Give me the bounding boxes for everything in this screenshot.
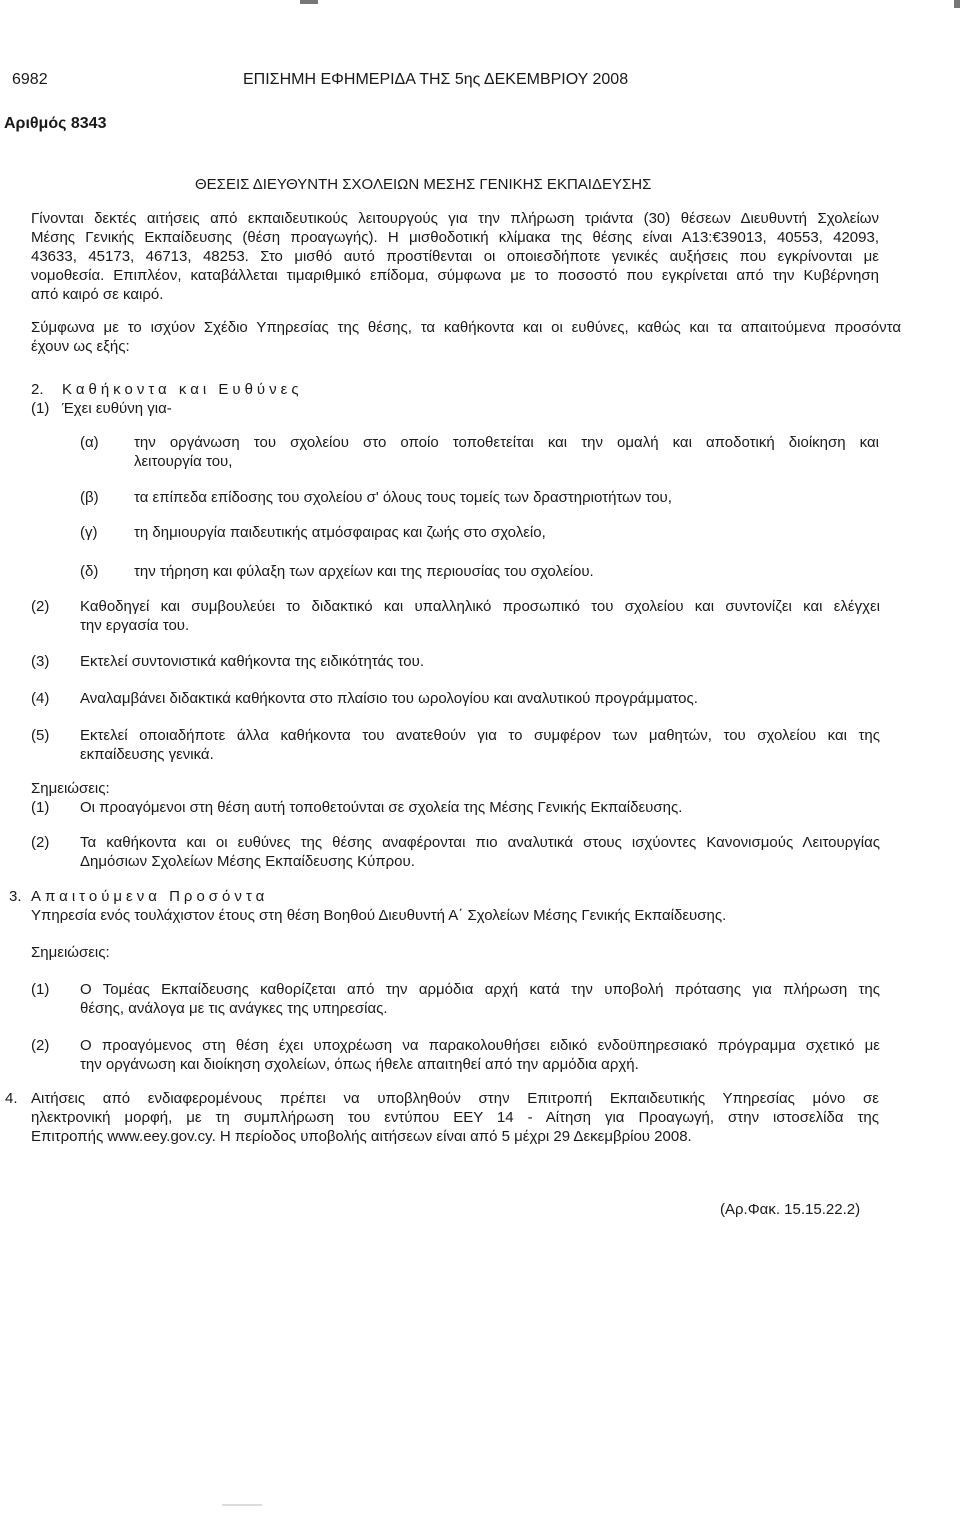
s2-note-2-number: (2) <box>31 834 50 851</box>
s2-note-2-line-2: Δημόσιων Σχολείων Μέσης Εκπαίδευσης Κύπρου. <box>80 853 415 870</box>
scan-artifact-bottom <box>222 1504 262 1506</box>
subitem-d-text: την τήρηση και φύλαξη των αρχείων και της περιουσίας του σχολείου. <box>134 563 594 580</box>
intro-paragraph <box>31 209 879 304</box>
s3-note-2-text <box>80 1036 880 1074</box>
subitem-a-line-1: την οργάνωση του σχολείου στο οποίο τοποθετείται και την ομαλή και αποδοτική διοίκηση και <box>134 434 879 451</box>
s3-note-2-number: (2) <box>31 1037 50 1054</box>
subitem-c-label: (γ) <box>80 524 98 541</box>
file-reference: (Αρ.Φακ. 15.15.22.2) <box>720 1201 861 1218</box>
section-4-line-1: Αιτήσεις από ενδιαφερομένους πρέπει να υποβληθούν στην Επιτροπή Εκπαιδευτικής Υπηρεσίας μόνο σε <box>31 1090 879 1107</box>
scan-mark-top-left <box>300 0 318 4</box>
subitem-a-label: (α) <box>80 434 99 451</box>
subitem-b-label: (β) <box>80 489 99 506</box>
notice-heading: ΘΕΣΕΙΣ ΔΙΕΥΘΥΝΤΗ ΣΧΟΛΕΙΩΝ ΜΕΣΗΣ ΓΕΝΙΚΗΣ ΕΚΠΑΙΔΕΥΣΗΣ <box>195 176 652 193</box>
s2-note-2-line-1: Τα καθήκοντα και οι ευθύνες της θέσης αναφέρονται πιο αναλυτικά στους ισχύοντες Κανονισμούς Λειτουργίας <box>80 834 880 851</box>
item-5-line-1: Εκτελεί οποιαδήποτε άλλα καθήκοντα του ανατεθούν για το συμφέρον των μαθητών, του σχολείου και της <box>80 727 880 744</box>
s3-note-1-number: (1) <box>31 981 50 998</box>
intro-paragraph-2 <box>31 318 901 356</box>
item-2-line-1: Καθοδηγεί και συμβουλεύει το διδακτικό και υπαλληλικό προσωπικό του σχολείου και συντονίζει και ελέγχει <box>80 598 880 615</box>
section-4-line-2: ηλεκτρονική μορφή, με τη συμπλήρωση του εντύπου ΕΕΥ 14 - Αίτηση για Προαγωγή, στην ιστοσελίδα της <box>31 1109 879 1126</box>
s3-note-2-line-1: Ο προαγόμενος στη θέση έχει υποχρέωση να παρακολουθήσει ειδικό ενδοϋπηρεσιακό πρόγραμμα σχετικό με <box>80 1037 880 1054</box>
section-4-text <box>31 1089 879 1146</box>
section-2-number: 2. <box>31 381 44 398</box>
intro-line-5: από καιρό σε καιρό. <box>31 286 164 303</box>
item-2-text <box>80 597 880 635</box>
intro-line-2: Μέσης Γενικής Εκπαίδευσης (θέση προαγωγής). Η μισθοδοτική κλίμακα της θέσης είναι Α13:€39013, 40553, 42093, <box>31 229 879 246</box>
section-4-number: 4. <box>5 1090 18 1107</box>
section-3-notes-title: Σημειώσεις: <box>31 944 110 961</box>
s2-note-1-number: (1) <box>31 799 50 816</box>
subitem-a-line-2: λειτουργία του, <box>134 453 233 470</box>
subitem-a-text <box>134 433 879 471</box>
notice-number: Αριθμός 8343 <box>4 115 107 132</box>
intro-line-1: Γίνονται δεκτές αιτήσεις από εκπαιδευτικούς λειτουργούς για την πλήρωση τριάντα (30) θέσεων Διευθυντή Σχολείων <box>31 210 879 227</box>
s3-note-1-line-1: Ο Τομέας Εκπαίδευσης καθορίζεται από την αρμόδια αρχή κατά την υποβολή πρότασης για πλήρωση της <box>80 981 880 998</box>
section-3-number: 3. <box>9 888 22 905</box>
item-3-text: Εκτελεί συντονιστικά καθήκοντα της ειδικότητάς του. <box>80 653 424 670</box>
s3-note-2-line-2: την οργάνωση και διοίκηση σχολείων, όπως ήθελε απαιτηθεί από την αρμόδια αρχή. <box>80 1056 639 1073</box>
item-5-line-2: εκπαίδευσης γενικά. <box>80 746 214 763</box>
intro-line-3: 43633, 45173, 46713, 48253. Στο μισθό αυτό προστίθενται οι οποιεσδήποτε γενικές αυξήσεις που εγκρίνονται με <box>31 248 879 265</box>
intro2-line-2: έχουν ως εξής: <box>31 338 130 355</box>
section-4-line-3: Επιτροπής www.eey.gov.cy. Η περίοδος υποβολής αιτήσεων είναι από 5 μέχρι 29 Δεκεμβρίου 2008. <box>31 1128 692 1145</box>
item-2-number: (2) <box>31 598 50 615</box>
item-5-text <box>80 726 880 764</box>
item-3-number: (3) <box>31 653 50 670</box>
s3-note-1-line-2: θέσης, ανάλογα με τις ανάγκες της υπηρεσίας. <box>80 1000 388 1017</box>
section-3-title: Απαιτούμενα Προσόντα <box>31 888 269 905</box>
gazette-title: ΕΠΙΣΗΜΗ ΕΦΗΜΕΡΙΔΑ ΤΗΣ 5ης ΔΕΚΕΜΒΡΙΟΥ 2008 <box>243 71 629 88</box>
item-4-number: (4) <box>31 690 50 707</box>
item-5-number: (5) <box>31 727 50 744</box>
subitem-c-text: τη δημιουργία παιδευτικής ατμόσφαιρας και ζωής στο σχολείο, <box>134 524 546 541</box>
s3-note-1-text <box>80 980 880 1018</box>
page-number: 6982 <box>12 71 48 88</box>
section-2-title: Καθήκοντα και Ευθύνες <box>62 381 303 398</box>
scan-mark-top-right <box>954 0 960 8</box>
intro-line-4: νομοθεσία. Επιπλέον, καταβάλλεται τιμαριθμικό επίδομα, σύμφωνα με το ποσοστό που εγκρίνεται από την Κυβέρνηση <box>31 267 879 284</box>
section-3-text: Υπηρεσία ενός τουλάχιστον έτους στη θέση Βοηθού Διευθυντή Α΄ Σχολείων Μέσης Γενικής Εκπαίδευσης. <box>31 907 727 924</box>
intro2-line-1: Σύμφωνα με το ισχύον Σχέδιο Υπηρεσίας της θέσης, τα καθήκοντα και οι ευθύνες, καθώς και τα απαιτούμενα προσόντα <box>31 319 901 336</box>
item-2-line-2: την εργασία του. <box>80 617 190 634</box>
subitem-d-label: (δ) <box>80 563 99 580</box>
s2-note-2-text <box>80 833 880 871</box>
s2-note-1-text: Οι προαγόμενοι στη θέση αυτή τοποθετούνται σε σχολεία της Μέσης Γενικής Εκπαίδευσης. <box>80 799 683 816</box>
section-2-notes-title: Σημειώσεις: <box>31 780 110 797</box>
item-1-number: (1) <box>31 400 50 417</box>
item-1-text: Έχει ευθύνη για- <box>62 400 172 417</box>
subitem-b-text: τα επίπεδα επίδοσης του σχολείου σ' όλους τους τομείς των δραστηριοτήτων του, <box>134 489 672 506</box>
item-4-text: Αναλαμβάνει διδακτικά καθήκοντα στο πλαίσιο του ωρολογίου και αναλυτικού προγράμματος. <box>80 690 698 707</box>
